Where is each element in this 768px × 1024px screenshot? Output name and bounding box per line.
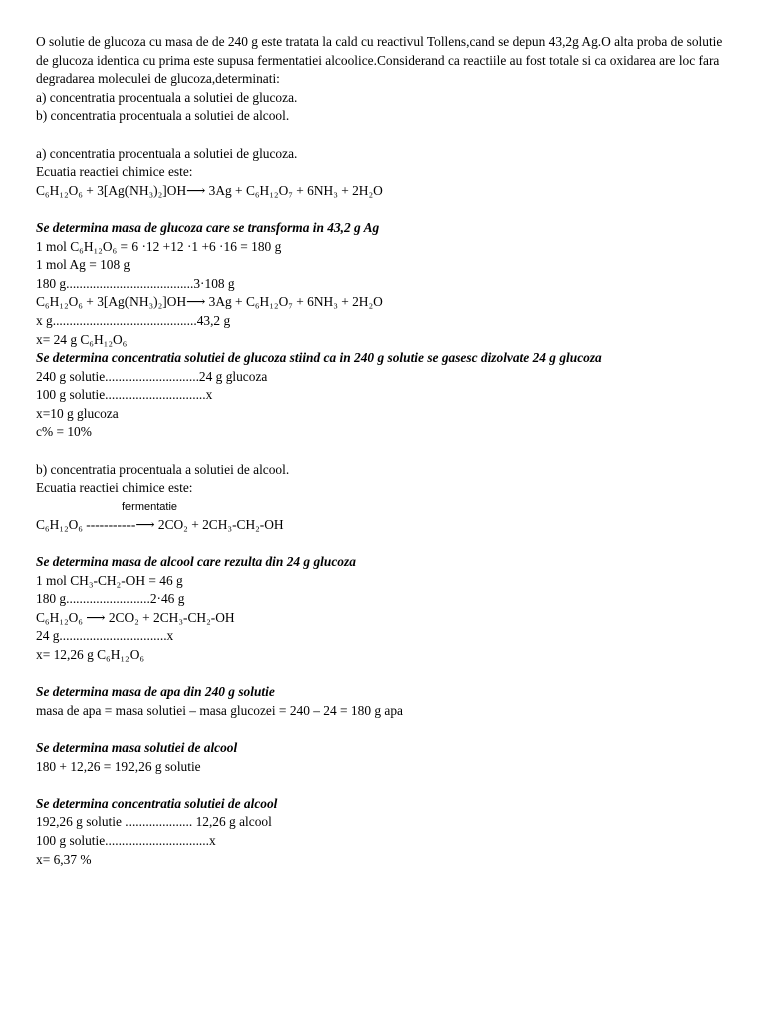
part-b-heading-2: Se determina masa de apa din 240 g solutie xyxy=(36,684,275,700)
part-a-line: 100 g solutie..............................x xyxy=(36,387,213,403)
part-a-line: x= 24 g C₆H₁₂O₆ xyxy=(36,331,128,347)
spacer xyxy=(36,665,736,684)
part-b-line: 180 g.........................2·46 g xyxy=(36,591,185,607)
part-b-equation: C₆H₁₂O₆ -----------⟶ 2CO₂ + 2CH₃-CH₂-OH xyxy=(36,516,284,532)
spacer xyxy=(36,442,736,461)
question-b: b) concentratia procentuala a solutiei de alcool. xyxy=(36,108,290,124)
part-b-heading-4: Se determina concentratia solutiei de alcool xyxy=(36,795,278,811)
spacer xyxy=(36,776,736,795)
part-b-line: x= 12,26 g C₆H₁₂O₆ xyxy=(36,647,145,662)
part-a-line: x g...........................................43,2 g xyxy=(36,312,231,328)
spacer xyxy=(36,534,736,553)
part-b-line: 180 + 12,26 = 192,26 g solutie xyxy=(36,758,201,774)
part-a-equation: C₆H₁₂O₆ + 3[Ag(NH₃)₂]OH⟶ 3Ag + C₆H₁₂O₇ + 6NH₃ + 2H₂O xyxy=(36,182,383,198)
part-a-line: 1 mol Ag = 108 g xyxy=(36,257,131,273)
part-a-line: x=10 g glucoza xyxy=(36,405,119,421)
spacer xyxy=(36,126,736,145)
part-a-line: 240 g solutie............................24 g glucoza xyxy=(36,368,268,384)
part-b-heading-1: Se determina masa de alcool care rezulta din 24 g glucoza xyxy=(36,554,356,570)
problem-statement: O solutie de glucoza cu masa de de 240 g este tratata la cald cu reactivul Tollens,cand se depun 43,2g Ag.O alta proba de solutie de glucoza identica cu prima este supusa fermentatiei alcoolice.Considerand ca reactiile au fost totale si ca oxidarea are loc fara degradarea moleculei de glucoza,determinati: xyxy=(36,34,723,87)
part-b-line: 100 g solutie...............................x xyxy=(36,832,216,848)
part-b-equation-intro: Ecuatia reactiei chimice este: xyxy=(36,480,193,496)
part-b-line: 1 mol CH₃-CH₂-OH = 46 g xyxy=(36,572,183,588)
part-a-line: 180 g......................................3·108 g xyxy=(36,275,235,291)
part-a-title: a) concentratia procentuala a solutiei de glucoza. xyxy=(36,145,298,161)
part-a-line: 1 mol C₆H₁₂O₆ = 6 ·12 +12 ·1 +6 ·16 = 180 g xyxy=(36,238,282,254)
part-a-result: c% = 10% xyxy=(36,424,92,440)
spacer xyxy=(36,720,736,739)
part-a-line: C₆H₁₂O₆ + 3[Ag(NH₃)₂]OH⟶ 3Ag + C₆H₁₂O₇ + 6NH₃ + 2H₂O xyxy=(36,294,383,310)
part-b-heading-3: Se determina masa solutiei de alcool xyxy=(36,739,238,755)
document-page xyxy=(36,33,736,869)
part-a-heading-1: Se determina masa de glucoza care se transforma in 43,2 g Ag xyxy=(36,219,380,235)
part-b-title: b) concentratia procentuala a solutiei de alcool. xyxy=(36,461,290,477)
part-a-heading-2: Se determina concentratia solutiei de glucoza stiind ca in 240 g solutie se gasesc dizolvate 24 g glucoza xyxy=(36,350,602,366)
part-b-line: 24 g................................x xyxy=(36,628,174,644)
part-a-equation-intro: Ecuatia reactiei chimice este: xyxy=(36,164,193,180)
spacer xyxy=(36,200,736,219)
part-b-result: x= 6,37 % xyxy=(36,851,92,867)
fermentation-label: fermentatie xyxy=(122,500,178,513)
part-b-line: masa de apa = masa solutiei – masa glucozei = 240 – 24 = 180 g apa xyxy=(36,702,403,718)
part-b-line: 192,26 g solutie .................... 12,26 g alcool xyxy=(36,814,272,830)
question-a: a) concentratia procentuala a solutiei de glucoza. xyxy=(36,89,298,105)
part-b-line: C₆H₁₂O₆ ⟶ 2CO₂ + 2CH₃-CH₂-OH xyxy=(36,609,235,625)
